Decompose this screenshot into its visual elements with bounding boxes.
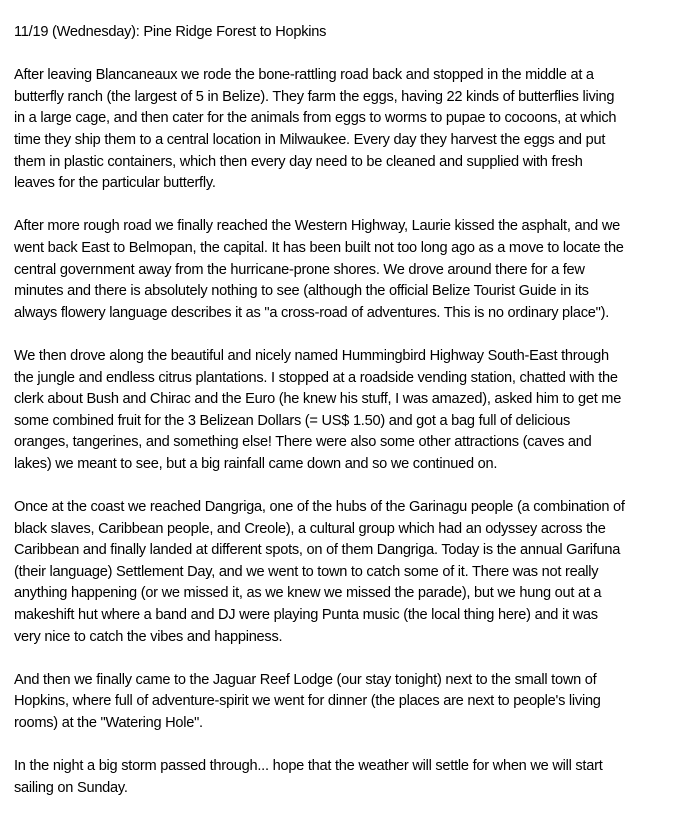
text-line: time they ship them to a central location in Milwaukee. Every day they harvest the eggs and put bbox=[14, 131, 606, 148]
text-line: (their language) Settlement Day, and we went to town to catch some of it. There was not really bbox=[14, 563, 599, 580]
text-line: sailing on Sunday. bbox=[14, 779, 128, 796]
text-line: rooms) at the "Watering Hole". bbox=[14, 715, 203, 731]
text-line: leaves for the particular butterfly. bbox=[14, 175, 216, 192]
text-line: In the night a big storm passed through... hope that the weather will settle for when we will start bbox=[14, 758, 603, 775]
text-line: in a large cage, and then cater for the animals from eggs to worms to pupae to cocoons, at which bbox=[14, 110, 617, 127]
text-line: butterfly ranch (the largest of 5 in Belize). They farm the eggs, having 22 kinds of butterflies living bbox=[14, 88, 615, 105]
paragraph-storm bbox=[14, 756, 698, 799]
text-line: anything happening (or we missed it, as we knew we missed the parade), but we hung out at a bbox=[14, 585, 602, 602]
text-line: minutes and there is absolutely nothing to see (although the official Belize Tourist Guide in its bbox=[14, 283, 589, 300]
text-line: After more rough road we finally reached the Western Highway, Laurie kissed the asphalt, and we bbox=[14, 218, 621, 235]
paragraph-belmopan bbox=[14, 216, 698, 324]
text-line: After leaving Blancaneaux we rode the bone-rattling road back and stopped in the middle at a bbox=[14, 67, 594, 84]
document-page bbox=[14, 22, 698, 821]
text-line: them in plastic containers, which then every day need to be cleaned and supplied with fresh bbox=[14, 153, 583, 170]
text-line: Caribbean and finally landed at different spots, on of them Dangriga. Today is the annual Garifuna bbox=[14, 542, 621, 559]
text-line: We then drove along the beautiful and nicely named Hummingbird Highway South-East through bbox=[14, 347, 609, 364]
text-line: And then we finally came to the Jaguar Reef Lodge (our stay tonight) next to the small town of bbox=[14, 671, 597, 688]
text-line: black slaves, Caribbean people, and Creole), a cultural group which had an odyssey across the bbox=[14, 520, 606, 537]
text-line: Once at the coast we reached Dangriga, one of the hubs of the Garinagu people (a combination of bbox=[14, 499, 625, 516]
text-line: oranges, tangerines, and something else! There were also some other attractions (caves and bbox=[14, 434, 592, 451]
text-line: the jungle and endless citrus plantations. I stopped at a roadside vending station, chatted with the bbox=[14, 369, 618, 386]
text-line: Hopkins, where full of adventure-spirit we went for dinner (the places are next to people's living bbox=[14, 693, 601, 710]
text-line: clerk about Bush and Chirac and the Euro (he knew his stuff, I was amazed), asked him to get me bbox=[14, 391, 622, 408]
entry-title: 11/19 (Wednesday): Pine Ridge Forest to Hopkins bbox=[14, 24, 327, 40]
text-line: central government away from the hurricane-prone shores. We drove around there for a few bbox=[14, 261, 585, 278]
text-line: went back East to Belmopan, the capital. It has been built not too long ago as a move to locate the bbox=[14, 239, 624, 256]
text-line: makeshift hut where a band and DJ were playing Punta music (the local thing here) and it was bbox=[14, 607, 598, 624]
paragraph-jaguar-reef bbox=[14, 670, 698, 735]
text-line: very nice to catch the vibes and happiness. bbox=[14, 628, 283, 645]
text-line: lakes) we meant to see, but a big rainfall came down and so we continued on. bbox=[14, 455, 498, 472]
paragraph-hummingbird-highway bbox=[14, 346, 698, 476]
paragraph-butterfly-ranch bbox=[14, 65, 698, 195]
text-line: some combined fruit for the 3 Belizean Dollars (= US$ 1.50) and got a bag full of delicious bbox=[14, 412, 571, 429]
text-line: always flowery language describes it as "a cross-road of adventures. This is no ordinary place"). bbox=[14, 304, 610, 321]
paragraph-dangriga bbox=[14, 497, 698, 648]
